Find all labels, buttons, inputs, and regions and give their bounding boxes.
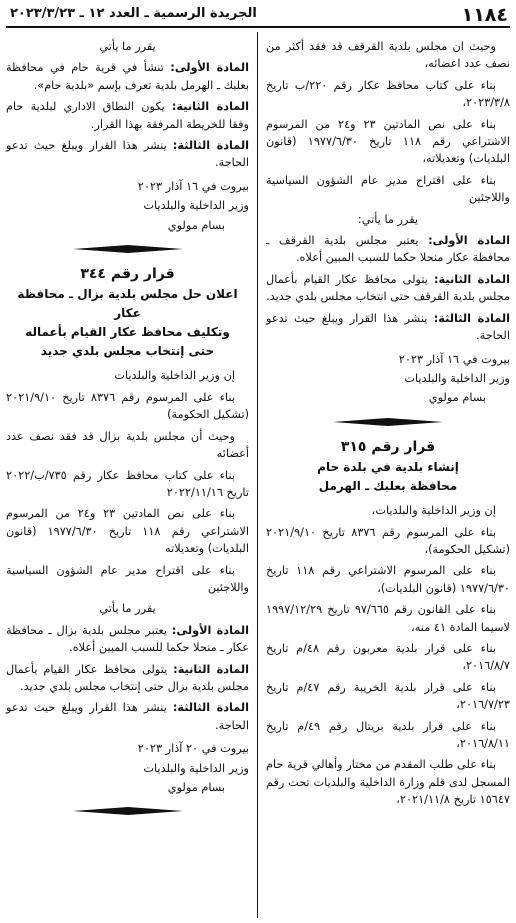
column-divider (257, 32, 258, 918)
article (6, 59, 249, 94)
decree-title-line: حتى إنتخاب مجلس بلدي جديد (40, 344, 215, 359)
article-text: يتولى محافظ عكار القيام بأعمال مجلس بلدية بزال حتى إنتخاب مجلس بلدي جديد. (6, 662, 249, 693)
signature-block (6, 178, 249, 234)
recital: بناء على اقتراح مدير عام الشؤون السياسية واللاجئين (6, 563, 249, 594)
sig-title: وزير الداخلية والبلديات (404, 371, 510, 385)
separator-ornament (6, 242, 249, 258)
article (266, 310, 510, 345)
decree-number: قرار رقم ٣٤٤ (80, 266, 175, 283)
article-text: يعتبر مجلس بلدية القرقف ـ محافظة عكار منحلا حكما للسبب المبين أعلاه. (266, 234, 510, 265)
recital: بناء على كتاب محافظ عكار رقم ٢٢٠/ب تاريخ ٢٠٢٣/٣/٨، (266, 78, 510, 110)
sig-date: بيروت في ١٦ آذار ٢٠٢٣ (137, 179, 249, 193)
decree-title (6, 285, 249, 361)
recital: بناء على طلب المقدم من مختار وأهالي قرية حام المسجل لدى قلم وزارة الداخلية والبلديات تحت رقم ١٥٦٤٧ تاريخ ٢٠٢١/١١/٨، (266, 758, 510, 807)
article-text: يتولى محافظ عكار القيام بأعمال مجلس بلدية القرقف حتى انتخاب مجلس بلدي جديد. (266, 272, 510, 304)
decree-title-line: اعلان حل مجلس بلدية بزال ـ محافظة عكار (17, 287, 238, 321)
article (6, 699, 249, 734)
decree-title-line: إنشاء بلدية في بلدة حام (317, 460, 459, 475)
recital: وحيث أن مجلس بلدية بزال قد فقد نصف عدد أعضائه (6, 429, 249, 461)
article-text: يكون النطاق الاداري لبلدية حام وفقا للخريطة المرفقة بهذا القرار. (6, 100, 249, 131)
article-label: المادة الثانية: (173, 662, 249, 676)
page-header (6, 4, 510, 28)
recital: بناء على المرسوم رقم ٨٣٧٦ تاريخ ٢٠٢١/٩/١٠ (تشكيل الحكومة) (6, 390, 249, 422)
article-label: المادة الأولى: (428, 234, 510, 248)
article (6, 622, 249, 657)
article-label: المادة الثالثة: (433, 311, 510, 325)
signature-block (6, 740, 249, 796)
gazette-title: الجريدة الرسمية ـ العدد ١٢ ـ ٢٠٢٣/٣/٢٣ (10, 6, 257, 21)
decree-title-line: محافظة بعلبك ـ الهرمل (318, 479, 458, 494)
recital: بناء على المرسوم رقم ٨٣٧٦ تاريخ ٢٠٢١/٩/١٠ (تشكيل الحكومة)، (266, 525, 510, 556)
recital: بناء على نص المادتين ٢٣ و٢٤ من المرسوم الاشتراعي رقم ١١٨ تاريخ ١٩٧٧/٦/٣٠ (قانون البلديات) وتعديلاته، (266, 117, 510, 166)
article (6, 98, 249, 133)
decides-heading: يقرر ما يأتي: (357, 212, 419, 226)
decree-intro: إن وزير الداخلية والبلديات، (371, 504, 496, 518)
article (266, 232, 510, 267)
article-text: ينشر هذا القرار ويبلغ حيث تدعو الحاجة. (6, 139, 249, 170)
sig-name: بسام مولوي (428, 391, 486, 405)
recital: بناء على القانون رقم ٩٧/٦٦٥ تاريخ ١٩٩٧/١٢/٢٩ لاسيما المادة ٤١ منه، (266, 603, 510, 634)
article-label: المادة الأولى: (171, 623, 250, 637)
article (6, 661, 249, 696)
signature-block (266, 351, 510, 407)
recital: بناء على نص المادتين ٢٣ و٢٤ من المرسوم الاشتراعي رقم ١١٨ تاريخ ١٩٧٧/٦/٣٠ (قانون البلديات) وتعديلاته (6, 507, 249, 556)
decides-heading: يقرر ما يأتي (99, 602, 156, 616)
article-text: تنشأ في قرية حام في محافظة بعلبك ـ الهرمل بلدية تعرف بإسم «بلدية حام». (6, 61, 249, 92)
sig-name: بسام مولوي (167, 218, 225, 232)
right-column (266, 38, 510, 813)
recital: بناء على قرار بلدية معربون رقم ٤٨/م تاريخ ٢٠١٦/٨/٧، (266, 641, 510, 673)
article-label: المادة الأولى: (170, 61, 250, 75)
article-label: المادة الثالثة: (172, 139, 249, 153)
article-text: يعتبر مجلس بلدية بزال ـ محافظة عكار ـ منحلا حكما للسبب المبين أعلاه. (6, 623, 249, 655)
sig-title: وزير الداخلية والبلديات (143, 761, 249, 775)
recital: وحيث ان مجلس بلدية القرقف قد فقد أكثر من نصف عدد اعضائه، (266, 40, 510, 71)
decree-title-line: وتكليف محافظ عكار القيام بأعماله (25, 325, 230, 340)
decree-number: قرار رقم ٣١٥ (340, 438, 436, 455)
recital: بناء على المرسوم الاشتراعي رقم ١١٨ تاريخ ١٩٧٧/٦/٣٠ (قانون البلديات)، (266, 564, 510, 595)
left-column (6, 38, 249, 828)
article (266, 271, 510, 306)
decree-intro: إن وزير الداخلية والبلديات (114, 369, 235, 383)
article-text: ينشر هذا القرار ويبلغ حيث تدعو الحاجة. (6, 701, 249, 732)
separator-ornament (266, 415, 510, 431)
recital: بناء على قرار بلدية الخريبة رقم ٤٧/م تاريخ ٢٠١٦/٧/٢٣، (266, 680, 510, 712)
recital: بناء على اقتراح مدير عام الشؤون السياسية واللاجئين (266, 173, 510, 205)
sig-date: بيروت في ١٦ آذار ٢٠٢٣ (398, 352, 510, 366)
recital: بناء على كتاب محافظ عكار رقم ٧٣٥/ب/٢٠٢٢ تاريخ ٢٠٢٢/١١/١٦ (6, 468, 249, 499)
article-label: المادة الثانية: (171, 100, 249, 114)
article-text: ينشر هذا القرار ويبلغ حيث تدعو الحاجة. (266, 311, 510, 343)
separator-ornament (6, 804, 249, 820)
decree-title (266, 458, 510, 496)
article (6, 137, 249, 172)
article-label: المادة الثانية: (434, 272, 510, 286)
page-number: ١١٨٤ (461, 4, 508, 26)
sig-title: وزير الداخلية والبلديات (143, 199, 249, 213)
recital: بناء على قرار بلدية بريتال رقم ٤٩/م تاريخ ٢٠١٦/٨/١١، (266, 719, 510, 750)
decides-heading: يقرر ما يأتي (99, 40, 156, 53)
sig-date: بيروت في ٢٠ آذار ٢٠٢٣ (137, 742, 249, 756)
sig-name: بسام مولوي (167, 781, 225, 794)
article-label: المادة الثالثة: (172, 701, 249, 715)
